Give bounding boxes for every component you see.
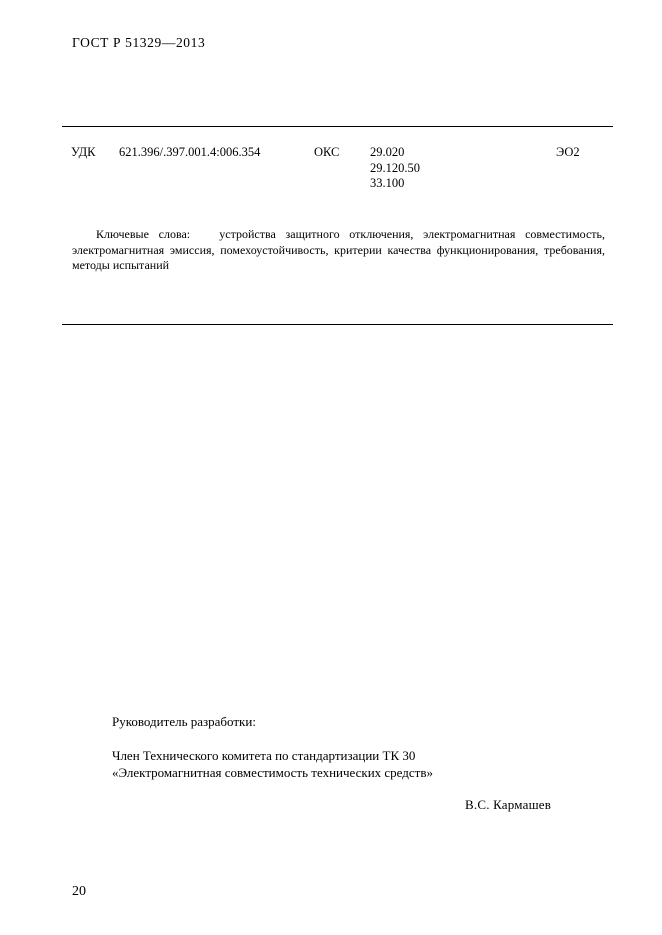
oks-code: 33.100 xyxy=(370,176,405,190)
udk-label: УДК xyxy=(71,145,96,159)
oks-code: 29.120.50 xyxy=(370,160,420,175)
keywords-paragraph xyxy=(72,227,605,274)
oks-label: ОКС xyxy=(314,145,340,159)
oks-codes xyxy=(370,145,420,192)
development-head-label: Руководитель разработки: xyxy=(112,714,256,729)
udk-value: 621.396/.397.001.4:006.354 xyxy=(119,145,261,159)
eo-code: ЭО2 xyxy=(556,145,580,159)
oks-code: 29.020 xyxy=(370,145,405,159)
keywords-label: Ключевые слова: xyxy=(96,227,191,241)
keywords-text: устройства защитного отключения, электромагнитная совместимость, электромагнитная эмиссия, помехоустойчивость, критерии качества функционирования, требования, методы испытаний xyxy=(72,227,606,272)
page-number: 20 xyxy=(72,884,86,899)
document-header: ГОСТ Р 51329—2013 xyxy=(72,35,206,50)
position-line: Член Технического комитета по стандартизации ТК 30 xyxy=(112,748,416,763)
top-divider xyxy=(62,126,613,127)
bottom-divider xyxy=(62,324,613,325)
signer-name: В.С. Кармашев xyxy=(465,797,552,812)
position-line: «Электромагнитная совместимость технических средств» xyxy=(112,765,433,780)
committee-member-position xyxy=(112,747,433,781)
